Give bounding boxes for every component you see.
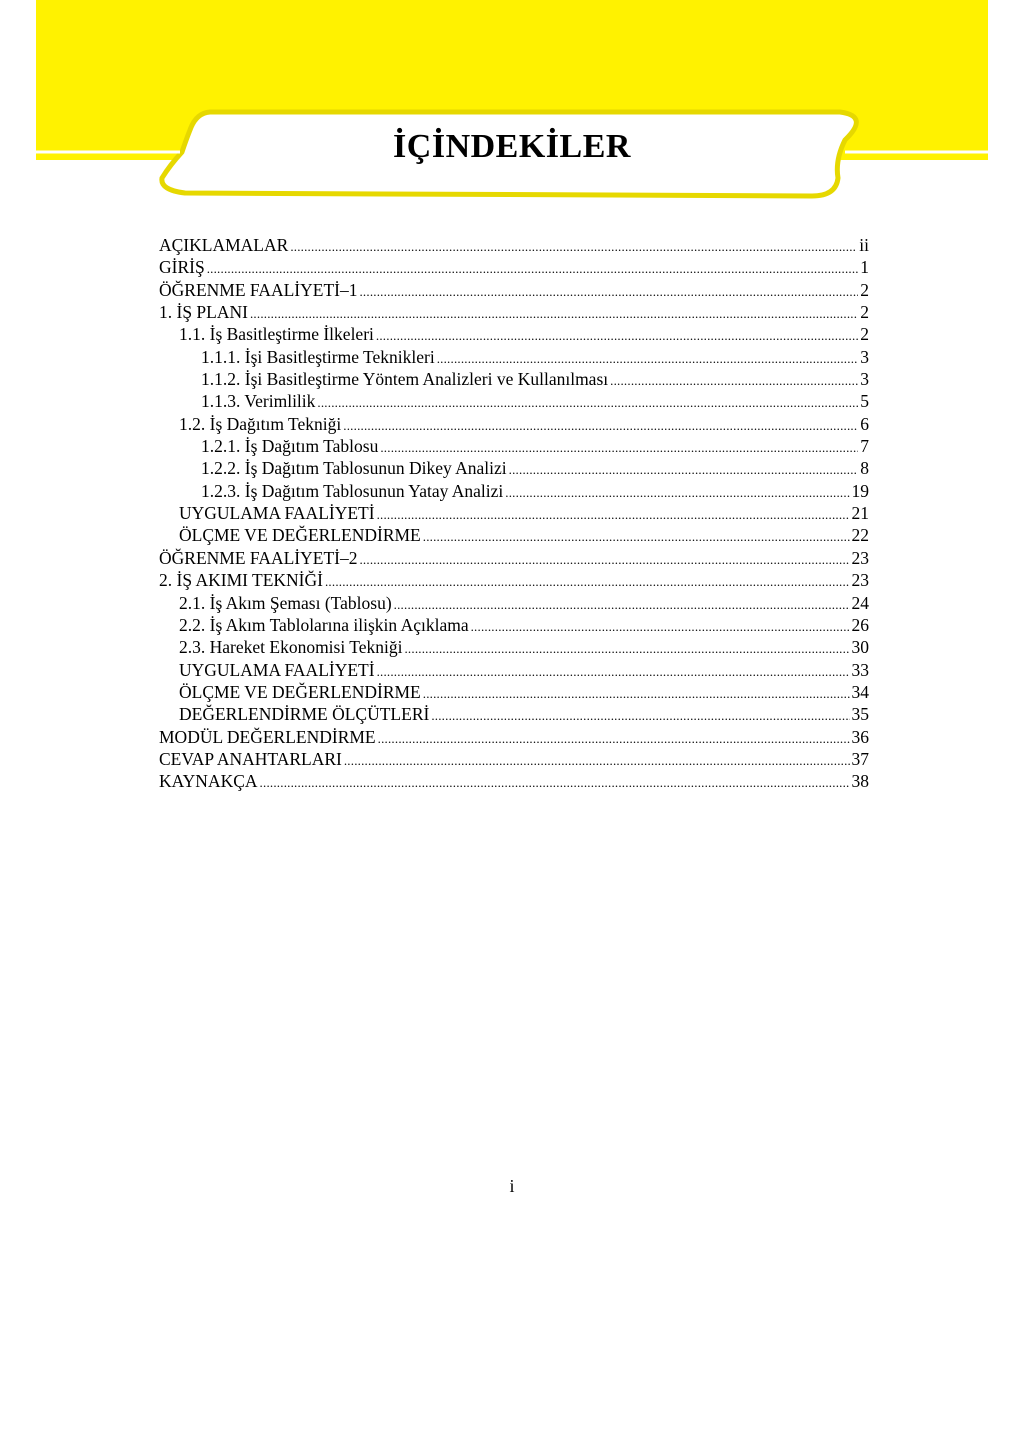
toc-entry-label: 1.1.2. İşi Basitleştirme Yöntem Analizleri ve Kullanılması [201,369,609,390]
toc-entry-page: 1 [860,257,869,278]
toc-entry[interactable] [159,703,869,725]
toc-leader-dots [359,549,849,569]
toc-entry[interactable] [159,726,869,748]
toc-entry[interactable] [159,524,869,546]
toc-leader-dots [377,504,850,524]
toc-leader-dots [394,594,850,614]
toc-entry[interactable] [159,681,869,703]
toc-entry-page: 7 [860,436,869,457]
toc-leader-dots [343,415,858,435]
toc-entry[interactable] [159,368,869,390]
toc-entry-page: 23 [851,570,869,591]
toc-entry-page: 30 [851,637,869,658]
page-number: i [509,1176,515,1196]
toc-entry[interactable] [159,390,869,412]
toc-entry[interactable] [159,636,869,658]
toc-entry-page: 2 [860,324,869,345]
toc-leader-dots [359,281,858,301]
toc-leader-dots [344,750,850,770]
toc-entry-label: KAYNAKÇA [159,771,258,792]
toc-entry[interactable] [159,346,869,368]
toc-entry[interactable] [159,480,869,502]
toc-entry[interactable] [159,748,869,770]
toc-leader-dots [404,638,849,658]
toc-entry-label: 1.1.1. İşi Basitleştirme Teknikleri [201,346,435,367]
toc-entry[interactable] [159,592,869,614]
toc-entry-label: 1.2.3. İş Dağıtım Tablosunun Yatay Analizi [201,480,504,501]
toc-entry-label: 1.2.2. İş Dağıtım Tablosunun Dikey Analizi [201,458,507,479]
toc-entry-label: ÖĞRENME FAALİYETİ–1 [159,279,358,300]
toc-entry[interactable] [159,457,869,479]
toc-entry[interactable] [159,413,869,435]
toc-entry-label: AÇIKLAMALAR [159,235,289,255]
toc-entry-label: 2. İŞ AKIMI TEKNİĞİ [159,570,323,591]
toc-leader-dots [376,325,858,345]
toc-entry-page: 23 [851,547,869,568]
toc-entry-label: ÖLÇME VE DEĞERLENDİRME [179,681,421,702]
toc-leader-dots [423,683,850,703]
toc-entry-page: 8 [860,458,869,479]
toc-leader-dots [317,392,858,412]
toc-entry-label: 2.2. İş Akım Tablolarına ilişkin Açıklama [179,614,469,635]
toc-entry-label: CEVAP ANAHTARLARI [159,748,342,769]
toc-entry-page: 36 [851,726,869,747]
toc-leader-dots [509,459,859,479]
toc-entry-page: 35 [851,704,869,725]
toc-entry[interactable] [159,547,869,569]
header-banner [0,0,1024,210]
toc-leader-dots [207,258,859,278]
toc-leader-dots [437,348,859,368]
toc-entry-label: UYGULAMA FAALİYETİ [179,659,375,680]
toc-leader-dots [290,236,857,256]
toc-leader-dots [505,482,849,502]
toc-entry-page: 38 [851,771,869,792]
toc-entry[interactable] [159,279,869,301]
toc-entry-page: 6 [860,413,869,434]
toc-leader-dots [260,772,850,792]
toc-leader-dots [380,437,858,457]
toc-entry-label: 1.1. İş Basitleştirme İlkeleri [179,324,374,345]
toc-entry-page: ii [859,235,869,255]
toc-entry-label: 2.1. İş Akım Şeması (Tablosu) [179,592,392,613]
toc-entry[interactable] [159,502,869,524]
toc-entry-page: 2 [860,302,869,323]
toc-entry-label: 1.1.3. Verimlilik [201,391,316,412]
toc-entry-page: 3 [860,346,869,367]
toc-entry-page: 37 [851,748,869,769]
toc-leader-dots [423,526,850,546]
toc-entry-page: 3 [860,369,869,390]
toc-entry[interactable] [159,234,869,256]
toc-entry-page: 34 [851,681,869,702]
toc-entry-label: 1. İŞ PLANI [159,302,248,323]
toc-entry-label: GİRİŞ [159,257,205,278]
toc-entry-page: 19 [851,480,869,501]
toc-entry-label: ÖLÇME VE DEĞERLENDİRME [179,525,421,546]
toc-entry[interactable] [159,614,869,636]
toc-leader-dots [471,616,850,636]
toc-leader-dots [250,303,858,323]
toc-entry-label: 2.3. Hareket Ekonomisi Tekniği [179,637,403,658]
page-title: İÇİNDEKİLER [393,128,631,165]
toc-entry-page: 26 [851,614,869,635]
toc-leader-dots [610,370,858,390]
toc-leader-dots [378,728,850,748]
toc-entry-label: ÖĞRENME FAALİYETİ–2 [159,547,358,568]
toc-entry-label: DEĞERLENDİRME ÖLÇÜTLERİ [179,704,430,725]
toc-entry[interactable] [159,256,869,278]
toc-entry-page: 33 [851,659,869,680]
toc-entry[interactable] [159,659,869,681]
toc-entry[interactable] [159,770,869,792]
toc-entry-page: 21 [851,503,869,524]
toc-entry[interactable] [159,323,869,345]
toc-entry[interactable] [159,569,869,591]
toc-entry-page: 24 [851,592,869,613]
toc-entry-label: 1.2.1. İş Dağıtım Tablosu [201,436,379,457]
toc-entry-page: 2 [860,279,869,300]
table-of-contents [159,234,869,793]
toc-entry[interactable] [159,301,869,323]
toc-entry-label: UYGULAMA FAALİYETİ [179,503,375,524]
toc-leader-dots [325,571,850,591]
toc-leader-dots [377,661,850,681]
toc-entry[interactable] [159,435,869,457]
toc-entry-page: 22 [851,525,869,546]
toc-leader-dots [431,705,849,725]
toc-entry-label: MODÜL DEĞERLENDİRME [159,726,376,747]
toc-entry-label: 1.2. İş Dağıtım Tekniği [179,413,342,434]
toc-entry-page: 5 [860,391,869,412]
